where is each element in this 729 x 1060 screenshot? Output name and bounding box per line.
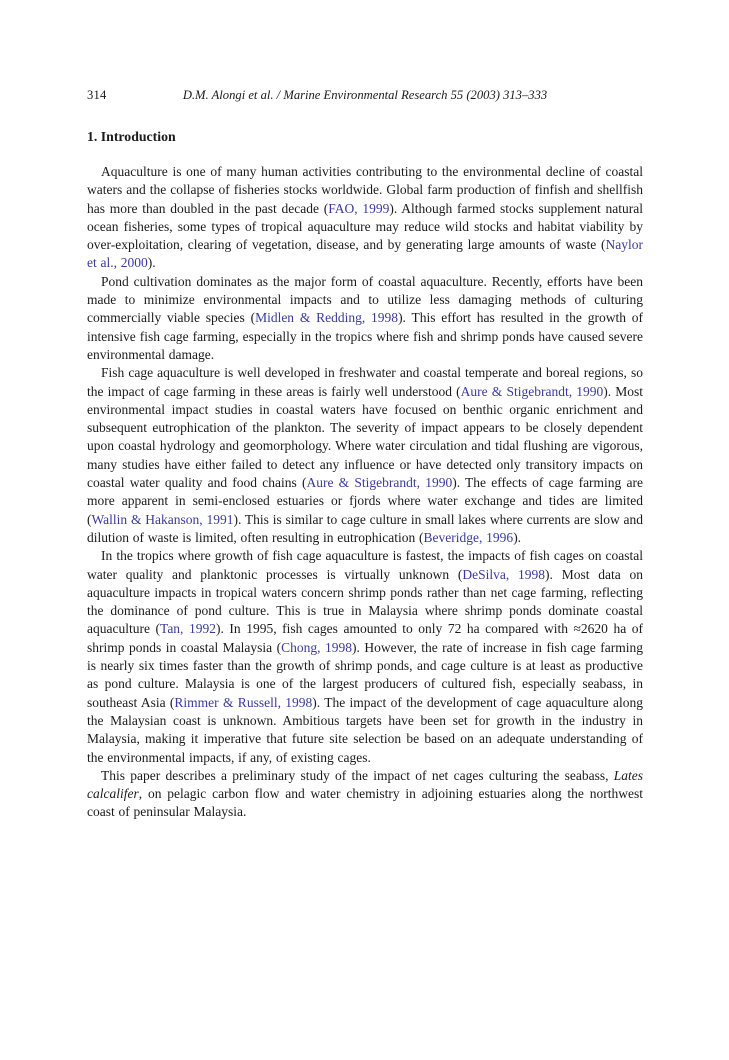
citation-link[interactable]: FAO, 1999 xyxy=(328,200,390,216)
body-text-run: ). This effort has resulted in the growth of intensive fish cage farming, especially in the tropics where fish and shrimp ponds have caused severe environmental damage. xyxy=(87,310,643,362)
paragraph xyxy=(87,767,643,822)
running-title: D.M. Alongi et al. / Marine Environmental Research 55 (2003) 313–333 xyxy=(182,88,548,102)
body-text-run: Aquaculture is one of many human activities contributing to the environmental decline of coastal waters and the collapse of fisheries stocks worldwide. Global farm production of finfish and shellfish has more than doubled in the past decade ( xyxy=(87,164,643,216)
citation-link[interactable]: Aure & Stigebrandt, 1990 xyxy=(460,383,604,399)
body-text-run: ). However, the rate of increase in fish cage farming is nearly six times faster than the growth of shrimp ponds, and cage culture is at least as productive as pond culture. Malaysia is one of the largest producers of cultured fish, especially seabass, in southeast Asia ( xyxy=(87,639,643,710)
body-text-run: In the tropics where growth of fish cage aquaculture is fastest, the impacts of fish cages on coastal water quality and planktonic processes is virtually unknown ( xyxy=(87,548,643,582)
body-text-run: ). The impact of the development of cage aquaculture along the Malaysian coast is unknown. Ambitious targets have been set for growth in the industry in Malaysia, making it imperative that future site selection be based on an adequate understanding of the environmental impacts, if any, of existing cages. xyxy=(87,694,643,765)
body-text-run: ). xyxy=(513,529,522,545)
citation-link[interactable]: DeSilva, 1998 xyxy=(462,566,546,582)
section-heading: 1. Introduction xyxy=(87,129,176,144)
running-head xyxy=(87,86,643,104)
body-text-run: , on pelagic carbon flow and water chemistry in adjoining estuaries along the northwest coast of peninsular Malaysia. xyxy=(87,786,643,820)
page-number: 314 xyxy=(87,88,107,102)
body-text-run: ). Most data on aquaculture impacts in tropical waters concern shrimp ponds rather than net cage farming, reflecting the dominance of pond culture. This is true in Malaysia where shrimp ponds dominate coastal aquaculture ( xyxy=(87,566,643,637)
citation-link[interactable]: Rimmer & Russell, 1998 xyxy=(174,694,313,710)
citation-link[interactable]: Tan, 1992 xyxy=(160,621,216,637)
paragraph xyxy=(87,163,643,273)
body-text-run: ). This is similar to cage culture in small lakes where currents are slow and dilution of waste is limited, often resulting in eutrophication ( xyxy=(87,511,644,545)
citation-link[interactable]: Aure & Stigebrandt, 1990 xyxy=(306,475,453,491)
body-text-run: Pond cultivation dominates as the major form of coastal aquaculture. Recently, efforts have been made to minimize environmental impacts and to utilize less damaging methods of culturing commercially viable species ( xyxy=(87,273,643,326)
species-name-italic: Lates calcalifer xyxy=(87,767,643,802)
paragraphs xyxy=(87,163,643,822)
body-text-run: ). In 1995, fish cages amounted to only 72 ha compared with ≈2620 ha of shrimp ponds in coastal Malaysia ( xyxy=(87,621,643,655)
paragraph xyxy=(87,547,643,767)
citation-link[interactable]: Beveridge, 1996 xyxy=(423,529,514,545)
body-text-run: ). xyxy=(147,255,156,271)
body-text-run: ). The effects of cage farming are more apparent in semi-enclosed estuaries or fjords where water exchange and tides are limited ( xyxy=(87,475,644,527)
citation-link[interactable]: Midlen & Redding, 1998 xyxy=(255,310,399,326)
body-text-run: Fish cage aquaculture is well developed in freshwater and coastal temperate and boreal regions, so the impact of cage farming in these areas is fairly well understood ( xyxy=(87,365,643,399)
paragraph xyxy=(87,273,643,364)
body-text-run: This paper describes a preliminary study of the impact of net cages culturing the seabass, xyxy=(101,767,614,783)
body-text-run: ). Although farmed stocks supplement natural ocean fisheries, some types of tropical aquaculture may reduce wild stocks and habitat viability by over-exploitation, clearing of vegetation, disease, and by generating large amounts of waste ( xyxy=(87,200,644,253)
citation-link[interactable]: Chong, 1998 xyxy=(281,639,353,655)
body-text-run: ). Most environmental impact studies in coastal waters have focused on benthic organic enrichment and subsequent eutrophication of the plankton. The severity of impact appears to be closely dependent upon coastal hydrology and geomorphology. Where water circulation and tidal flushing are vigorous, many studies have either failed to detect any influence or have detected only transitory impacts on coastal water quality and food chains ( xyxy=(87,383,644,491)
citation-link[interactable]: Naylor et al., 2000 xyxy=(87,237,643,271)
citation-link[interactable]: Wallin & Hakanson, 1991 xyxy=(91,511,234,527)
paragraph xyxy=(87,364,643,547)
